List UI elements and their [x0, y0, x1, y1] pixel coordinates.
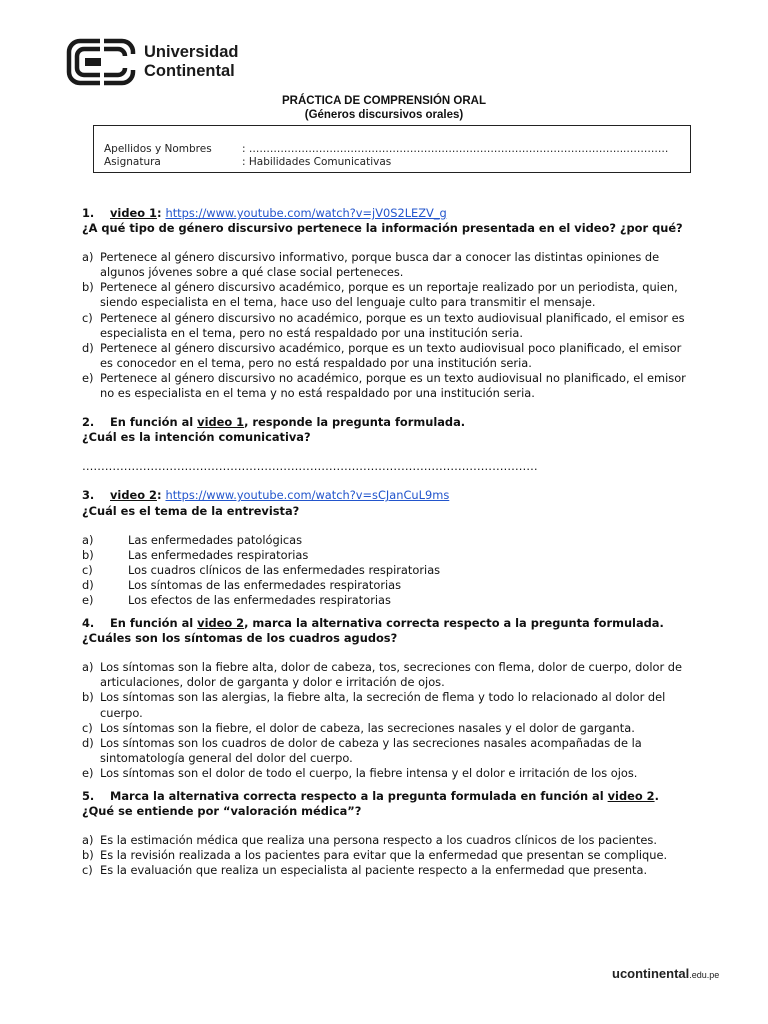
option-text: Los síntomas son el dolor de todo el cuerpo, la fiebre intensa y el dolor e irritación de los ojos. [100, 765, 638, 780]
option-text: Es la estimación médica que realiza una persona respecto a los cuadros clínicos de los pacientes. [100, 833, 657, 848]
option-letter: a) [82, 660, 94, 675]
footer-brand [612, 966, 719, 981]
title-line-1: PRÁCTICA DE COMPRENSIÓN ORAL [281, 95, 487, 107]
question-3-header [82, 488, 694, 503]
option-letter: a) [82, 250, 94, 265]
video-2-ref: video 2 [607, 789, 655, 803]
option-d[interactable] [82, 736, 694, 766]
continental-logo-icon [66, 38, 136, 86]
option-c[interactable] [82, 311, 694, 341]
option-a[interactable] [82, 250, 694, 280]
option-letter: b) [82, 690, 94, 705]
option-letter: d) [82, 577, 94, 592]
video-2-label: video 2 [110, 488, 157, 503]
option-e[interactable] [82, 371, 694, 401]
question-4-header [82, 616, 694, 631]
option-letter: c) [82, 863, 93, 878]
option-letter: e) [82, 765, 94, 780]
video-sep: : [156, 488, 162, 503]
option-letter: a) [82, 532, 94, 547]
question-2-text: ¿Cuál es la intención comunicativa? [82, 430, 311, 445]
option-letter: b) [82, 280, 94, 295]
question-1 [82, 206, 694, 401]
option-text: Los síntomas son la fiebre alta, dolor de cabeza, tos, secreciones con flema, dolor de cuerpo, dolor de articulaciones, dolor de garganta y dolor e irritación de ojos. [100, 660, 683, 690]
question-4-options [82, 660, 694, 781]
option-e[interactable] [82, 593, 694, 608]
option-d[interactable] [82, 341, 694, 371]
option-text: Pertenece al género discursivo informativo, porque busca dar a conocer las distintas opiniones de algunos jóvenes sobre a qué clase social perteneces. [100, 250, 660, 280]
option-a[interactable] [82, 533, 694, 548]
option-c[interactable] [82, 721, 694, 736]
option-b[interactable] [82, 548, 694, 563]
option-text: Los síntomas son la fiebre, el dolor de cabeza, las secreciones nasales y el dolor de garganta. [100, 720, 635, 735]
option-text: Las enfermedades patológicas [128, 532, 303, 547]
question-1-options [82, 250, 694, 401]
option-b[interactable] [82, 690, 694, 720]
question-number: 5. [82, 789, 95, 803]
subject-label: Asignatura [104, 156, 161, 168]
video-2-ref: video 2 [197, 616, 245, 631]
option-a[interactable] [82, 660, 694, 690]
question-4-text: ¿Cuáles son los síntomas de los cuadros agudos? [82, 631, 398, 646]
option-a[interactable] [82, 833, 694, 848]
option-letter: c) [82, 720, 93, 735]
option-letter: e) [82, 370, 94, 385]
answer-line[interactable]: ………………………………………………………………………………………………………… [82, 459, 538, 474]
video-sep: : [156, 206, 162, 220]
option-letter: d) [82, 735, 94, 750]
question-1-header [82, 206, 694, 221]
q4-post: , marca la alternativa correcta respecto a la pregunta formulada. [244, 616, 664, 631]
q4-pre: En función al [110, 616, 198, 631]
footer-domain: .edu.pe [689, 970, 720, 980]
option-text: Las enfermedades respiratorias [128, 547, 309, 562]
question-5 [82, 789, 694, 878]
footer-brand-name: ucontinental [612, 966, 690, 981]
university-logo [66, 38, 238, 86]
questions-content [82, 206, 694, 878]
option-c[interactable] [82, 863, 694, 878]
option-letter: a) [82, 833, 94, 848]
q2-post: , responde la pregunta formulada. [244, 415, 466, 430]
logo-line-1: Universidad [144, 43, 239, 61]
student-info-box [93, 125, 691, 173]
option-b[interactable] [82, 280, 694, 310]
question-2 [82, 415, 694, 474]
option-letter: e) [82, 592, 94, 607]
document-title [0, 94, 768, 122]
option-text: Los síntomas de las enfermedades respiratorias [128, 577, 402, 592]
video-1-label: video 1 [110, 206, 157, 220]
logo-wordmark [144, 43, 238, 81]
question-5-header [82, 789, 694, 804]
question-2-header [82, 415, 694, 430]
option-text: Pertenece al género discursivo no académico, porque es un texto audiovisual planificado, el emisor es especialista en el tema, pero no está respaldado por una institución seria. [100, 310, 685, 340]
q5-pre: Marca la alternativa correcta respecto a la pregunta formulada en función al [110, 789, 608, 803]
question-1-text: ¿A qué tipo de género discursivo pertenece la información presentada en el video? ¿por qué? [82, 221, 683, 236]
question-3 [82, 488, 694, 608]
question-number: 4. [82, 616, 95, 631]
option-text: Los efectos de las enfermedades respiratorias [128, 592, 391, 607]
q2-pre: En función al [110, 415, 198, 430]
option-letter: c) [82, 562, 93, 577]
question-number: 3. [82, 488, 95, 503]
q5-post: . [654, 789, 659, 803]
video-1-ref: video 1 [197, 415, 245, 430]
option-text: Los cuadros clínicos de las enfermedades respiratorias [128, 562, 441, 577]
option-text: Los síntomas son los cuadros de dolor de cabeza y las secreciones nasales acompañadas de la sintomatología general del dolor del cuerpo. [100, 735, 642, 765]
video-2-link[interactable]: https://www.youtube.com/watch?v=sCJanCuL9ms [165, 488, 450, 503]
question-3-text: ¿Cuál es el tema de la entrevista? [82, 503, 300, 518]
option-text: Es la revisión realizada a los pacientes para evitar que la enfermedad que presentan se complique. [100, 848, 668, 863]
option-letter: d) [82, 340, 94, 355]
option-letter: b) [82, 848, 94, 863]
question-3-options [82, 533, 694, 608]
option-text: Pertenece al género discursivo no académico, porque es un texto audiovisual no planificado, el emisor no es especialista en el tema y no está respaldado por una institución seria. [100, 370, 686, 401]
option-e[interactable] [82, 766, 694, 781]
question-number: 2. [82, 415, 95, 430]
video-1-link[interactable]: https://www.youtube.com/watch?v=jV0S2LEZV_g [165, 206, 447, 220]
option-d[interactable] [82, 578, 694, 593]
question-number: 1. [82, 206, 95, 220]
option-text: Los síntomas son las alergias, la fiebre alta, la secreción de flema y todo lo relacionado al dolor del cuerpo. [100, 690, 666, 720]
question-5-options [82, 833, 694, 878]
title-line-2: (Géneros discursivos orales) [304, 109, 464, 121]
logo-line-2: Continental [144, 62, 235, 80]
option-letter: c) [82, 310, 93, 325]
question-4 [82, 616, 694, 781]
subject-value: : Habilidades Comunicativas [242, 156, 392, 168]
option-letter: b) [82, 547, 94, 562]
option-c[interactable] [82, 563, 694, 578]
name-label: Apellidos y Nombres [104, 143, 212, 155]
option-text: Es la evaluación que realiza un especialista al paciente respecto a la enfermedad que presenta. [100, 863, 648, 878]
option-text: Pertenece al género discursivo académico, porque es un texto audiovisual poco planificado, el emisor es conocedor en el tema, pero no está respaldado por una institución seria. [100, 340, 682, 370]
option-b[interactable] [82, 848, 694, 863]
name-field[interactable]: : ……………………………………………………………………………………………...………… [242, 143, 669, 155]
option-text: Pertenece al género discursivo académico, porque es un reportaje realizado por un periodista, quien, siendo especialista en el tema, hace uso del lenguaje culto para transmitir el mensaje. [100, 280, 678, 310]
question-5-text: ¿Qué se entiende por “valoración médica”? [82, 804, 362, 819]
